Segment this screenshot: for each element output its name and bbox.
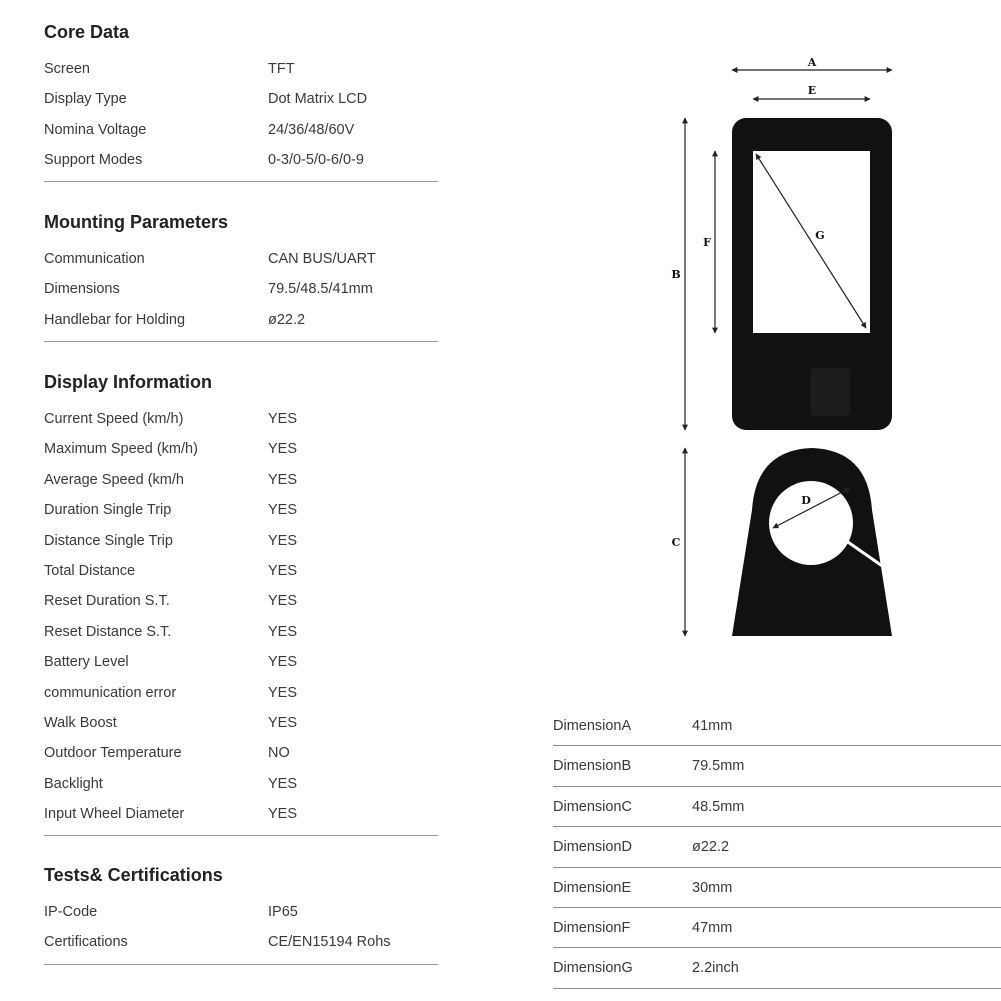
dimension-diagram [660, 50, 920, 650]
dimension-row [553, 868, 1001, 908]
dimension-a-label: A [807, 56, 817, 69]
dimension-name: DimensionF [553, 919, 631, 936]
dimension-row [553, 827, 1001, 867]
spec-label: Handlebar for Holding [44, 311, 186, 328]
spec-row [44, 586, 438, 616]
core-data-section [44, 20, 438, 176]
spec-value: CE/EN15194 Rohs [268, 934, 391, 951]
tests-rows [44, 897, 438, 958]
tests-certifications-title: Tests& Certifications [44, 865, 223, 885]
spec-row [44, 244, 438, 274]
spec-row [44, 526, 438, 556]
dimension-name: DimensionE [553, 879, 632, 896]
dimension-name: DimensionD [553, 839, 632, 856]
tests-certifications-section [44, 863, 438, 958]
dimension-row [553, 787, 1001, 827]
dimension-row [553, 948, 1001, 988]
spec-value: YES [268, 441, 298, 458]
spec-row [44, 54, 438, 84]
spec-label: communication error [44, 684, 177, 701]
spec-row [44, 617, 438, 647]
spec-row [44, 708, 438, 738]
section-divider [44, 181, 438, 182]
mounting-rows [44, 244, 438, 335]
spec-value: NO [268, 745, 290, 762]
spec-label: Duration Single Trip [44, 502, 172, 519]
spec-label: Communication [44, 251, 145, 267]
spec-label: Nomina Voltage [44, 121, 147, 138]
spec-label: Walk Boost [44, 714, 117, 731]
spec-row [44, 799, 438, 829]
display-buttons [810, 368, 850, 416]
spec-value: YES [268, 623, 298, 640]
spec-label: Input Wheel Diameter [44, 806, 185, 823]
spec-label: Backlight [44, 775, 103, 792]
dimension-d-label: D [801, 494, 811, 507]
spec-label: Outdoor Temperature [44, 745, 182, 762]
spec-row [44, 434, 438, 464]
spec-value: CAN BUS/UART [268, 251, 376, 267]
spec-value: 24/36/48/60V [268, 121, 355, 138]
dimension-value: 47mm [692, 919, 733, 936]
dimension-row [553, 706, 1001, 746]
spec-label: Dimensions [44, 281, 120, 298]
mounting-parameters-title: Mounting Parameters [44, 212, 229, 232]
dimension-row [553, 746, 1001, 786]
section-divider [44, 964, 438, 965]
dimension-row [553, 908, 1001, 948]
spec-row [44, 678, 438, 708]
spec-label: Battery Level [44, 654, 129, 671]
spec-label: Distance Single Trip [44, 532, 173, 549]
spec-row [44, 927, 438, 957]
dimension-value: 30mm [692, 879, 733, 896]
dimension-value: 79.5mm [692, 758, 745, 775]
spec-value: YES [268, 775, 298, 792]
spec-row [44, 465, 438, 495]
spec-row [44, 495, 438, 525]
spec-value: YES [268, 714, 298, 731]
spec-value: YES [268, 502, 298, 519]
dimension-name: DimensionA [553, 718, 632, 734]
spec-label: Current Speed (km/h) [44, 411, 184, 427]
dimension-value: 48.5mm [692, 798, 745, 815]
spec-row [44, 769, 438, 799]
section-divider [44, 341, 438, 342]
spec-label: Average Speed (km/h [44, 471, 184, 488]
spec-label: Reset Duration S.T. [44, 593, 170, 610]
spec-value: 0-3/0-5/0-6/0-9 [268, 152, 364, 169]
spec-row [44, 404, 438, 434]
spec-label: Total Distance [44, 562, 136, 579]
display-information-section [44, 370, 438, 829]
spec-value: IP65 [268, 904, 298, 920]
spec-value: 79.5/48.5/41mm [268, 281, 373, 298]
dimension-name: DimensionB [553, 758, 632, 775]
mounting-parameters-section [44, 210, 438, 335]
spec-row [44, 738, 438, 768]
spec-label: Support Modes [44, 152, 143, 169]
spec-label: Reset Distance S.T. [44, 623, 172, 640]
dimension-f-label: F [703, 236, 711, 249]
display-rows [44, 404, 438, 829]
spec-row [44, 145, 438, 175]
core-data-rows [44, 54, 438, 176]
spec-row [44, 115, 438, 145]
dimension-c-label: C [671, 536, 681, 549]
section-divider [44, 835, 438, 836]
spec-label: Screen [44, 61, 90, 77]
spec-row [44, 647, 438, 677]
spec-label: Display Type [44, 91, 127, 108]
spec-label: Maximum Speed (km/h) [44, 441, 198, 458]
dimension-table [553, 706, 1001, 989]
spec-value: YES [268, 593, 298, 610]
spec-label: Certifications [44, 934, 128, 951]
spec-value: YES [268, 532, 298, 549]
spec-row [44, 274, 438, 304]
spec-value: YES [268, 654, 298, 671]
dimension-g-label: G [815, 229, 825, 242]
spec-value: Dot Matrix LCD [268, 91, 368, 108]
dimension-value: 41mm [692, 718, 733, 734]
display-information-title: Display Information [44, 372, 213, 392]
spec-value: YES [268, 471, 298, 488]
spec-value: ø22.2 [268, 311, 306, 328]
dimension-value: ø22.2 [692, 839, 730, 856]
spec-value: YES [268, 411, 298, 427]
spec-row [44, 84, 438, 114]
spec-value: YES [268, 684, 298, 701]
dimension-e-label: E [807, 84, 817, 97]
spec-row [44, 556, 438, 586]
spec-value: YES [268, 806, 298, 823]
dimension-name: DimensionG [553, 960, 633, 977]
dimension-name: DimensionC [553, 798, 632, 815]
spec-row [44, 897, 438, 927]
core-data-title: Core Data [44, 22, 130, 42]
spec-value: YES [268, 562, 298, 579]
spec-row [44, 305, 438, 335]
spec-value: TFT [268, 61, 295, 77]
dimension-b-label: B [671, 268, 681, 281]
dimension-value: 2.2inch [692, 960, 739, 977]
spec-label: IP-Code [44, 904, 98, 920]
